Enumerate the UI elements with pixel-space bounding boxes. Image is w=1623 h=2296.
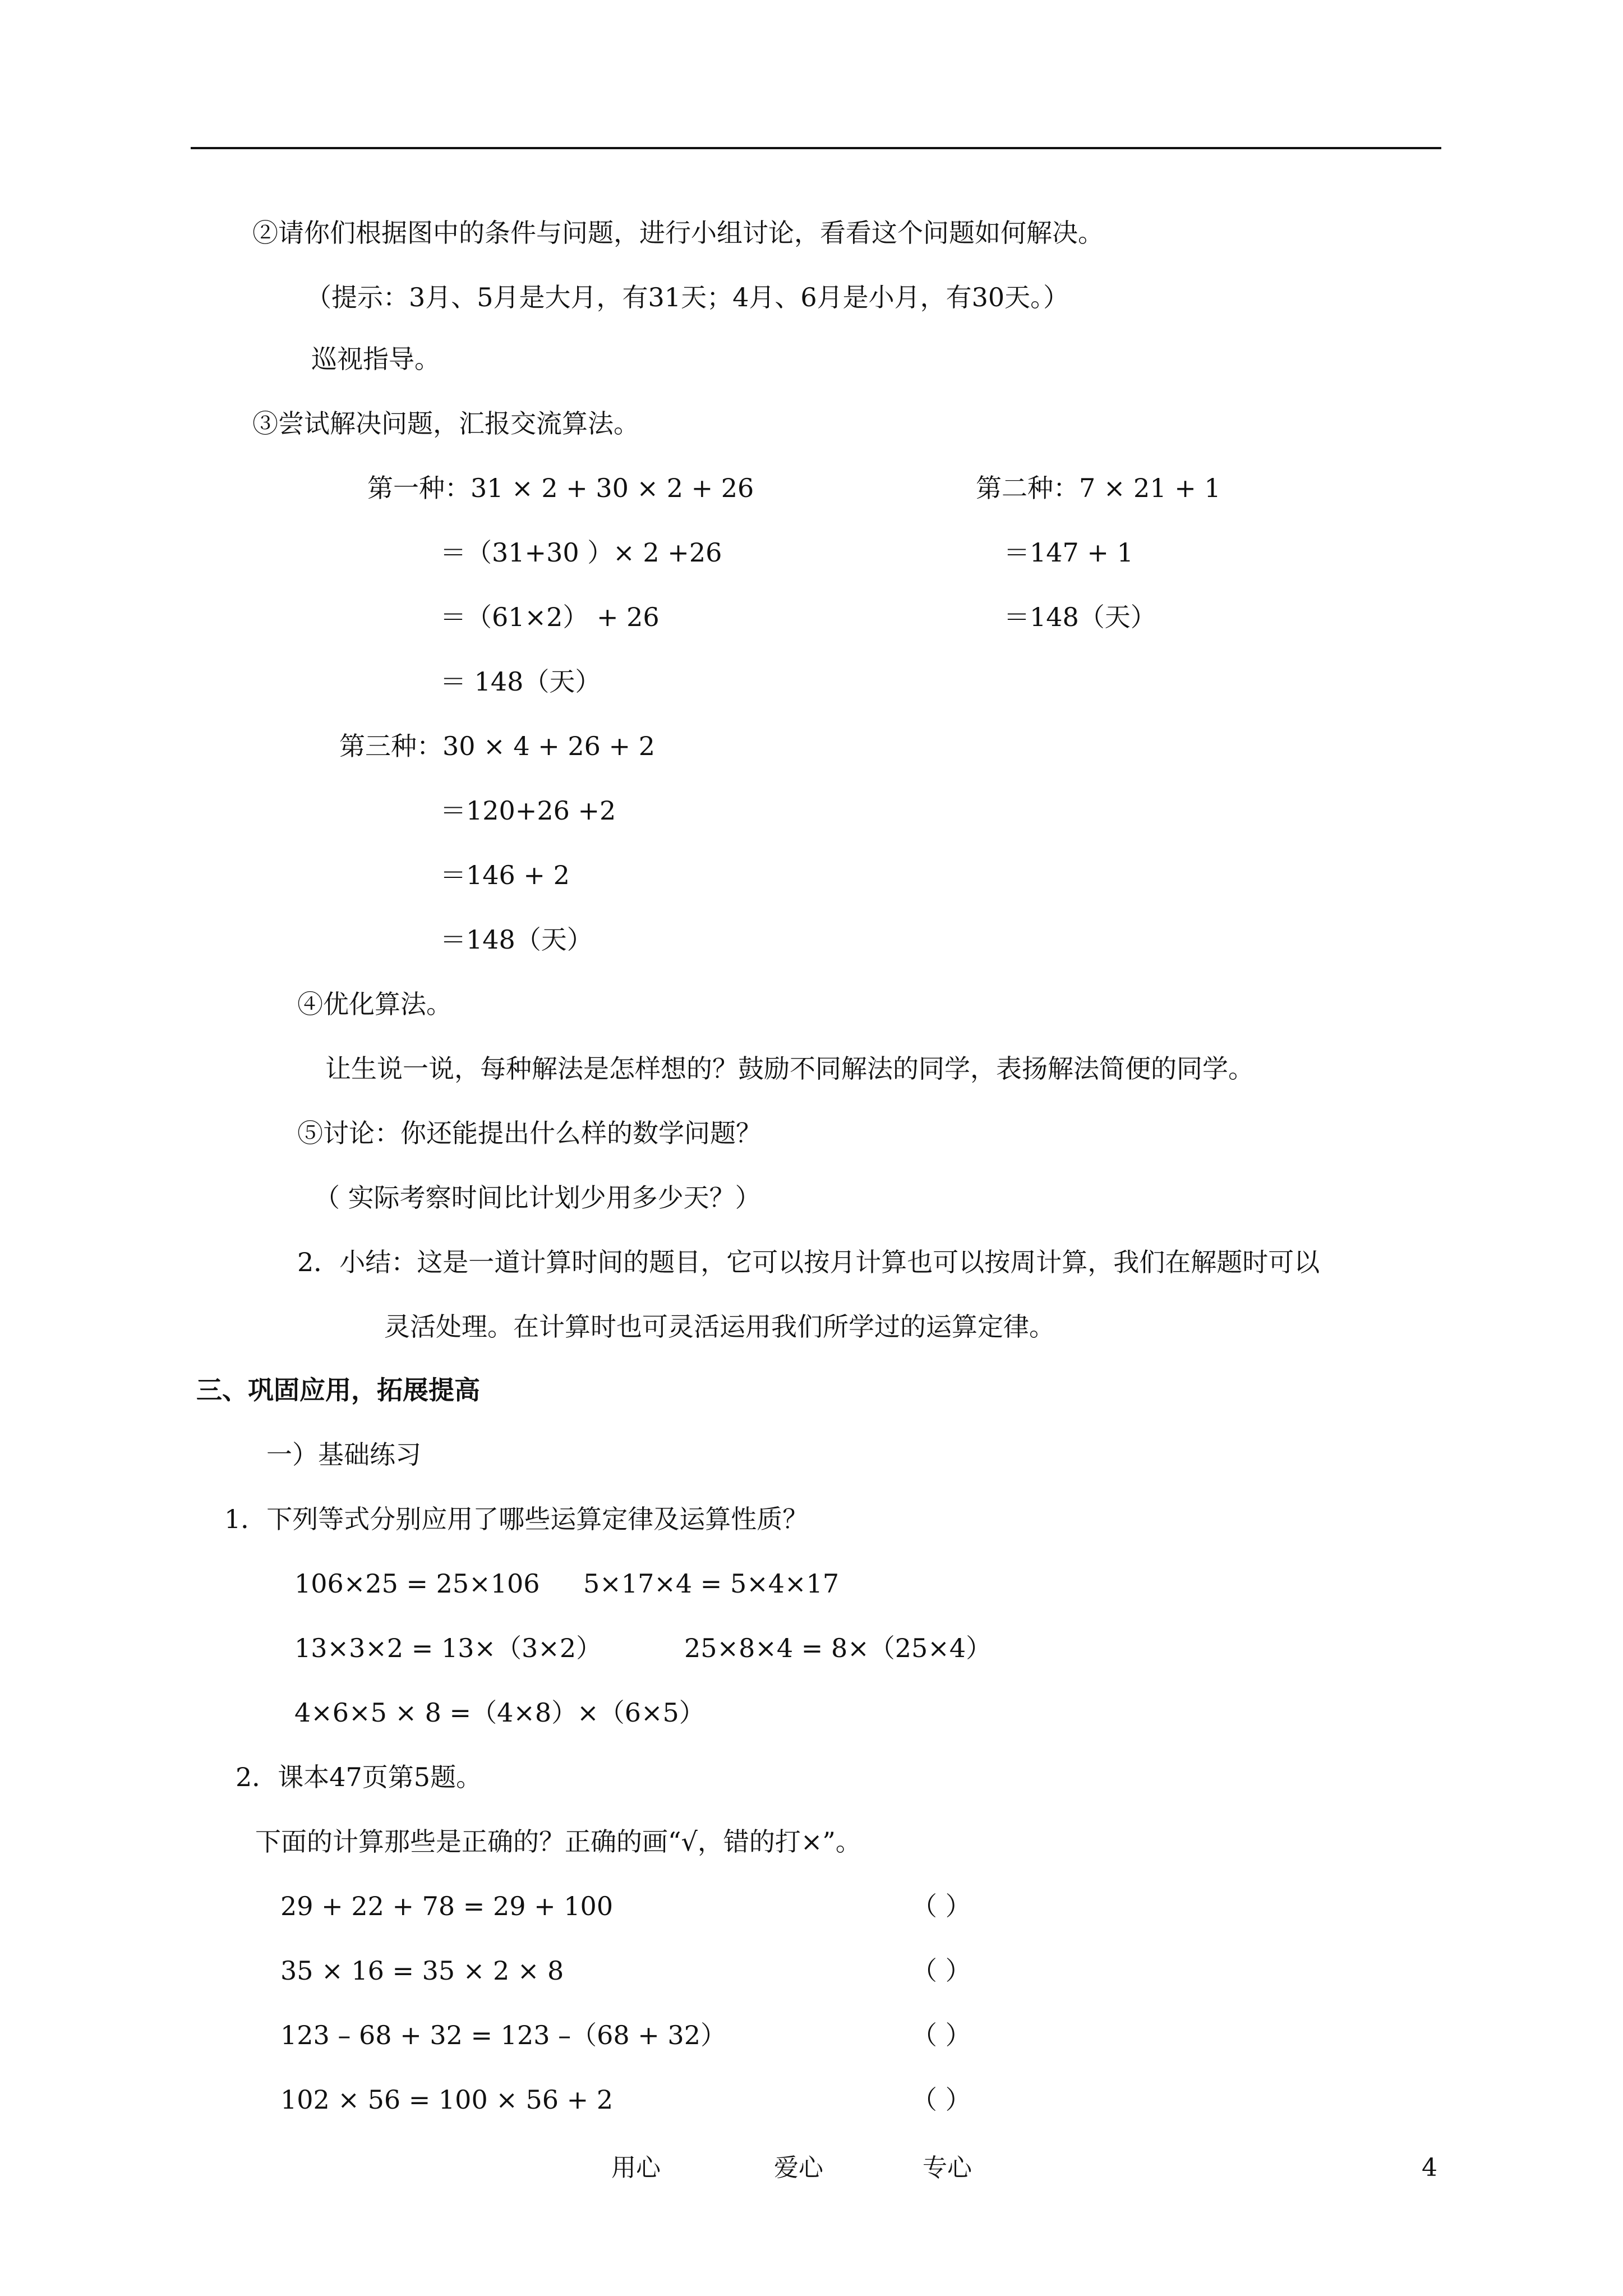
exercise-question: 2．课本47页第5题。 [236, 1762, 482, 1792]
header-rule [191, 147, 1441, 149]
text-line: ⑤讨论：你还能提出什么样的数学问题？ [297, 1118, 762, 1148]
page-number: 4 [1422, 2154, 1437, 2182]
method-3-line: ＝146 + 2 [440, 860, 570, 890]
method-1-line: ＝（31+30 ）× 2 +26 [440, 537, 722, 568]
equation: 106×25 = 25×106 [294, 1568, 540, 1599]
text-line: 让生说一说，每种解法是怎样想的？鼓励不同解法的同学，表扬解法简便的同学。 [325, 1053, 1254, 1084]
text-line: 巡视指导。 [311, 344, 440, 374]
footer-text: 专心 [923, 2154, 972, 2182]
method-3-line: ＝148（天） [440, 924, 593, 955]
method-2-line: ＝148（天） [1004, 602, 1156, 632]
method-1-line: ＝（61×2） + 26 [440, 602, 660, 632]
text-line: （提示：3月、5月是大月，有31天；4月、6月是小月，有30天。） [306, 282, 1069, 312]
method-3-line: ＝120+26 +2 [440, 795, 616, 826]
equation: 13×3×2 = 13×（3×2） [294, 1633, 602, 1663]
equation: 4×6×5 × 8 =（4×8）×（6×5） [294, 1697, 705, 1728]
answer-blank: （ ） [911, 2085, 971, 2115]
equation: 5×17×4 = 5×4×17 [583, 1568, 840, 1599]
answer-blank: （ ） [911, 1955, 971, 1986]
text-line: ③尝试解决问题，汇报交流算法。 [252, 408, 639, 439]
footer-text: 爱心 [774, 2154, 823, 2182]
summary-line: 2．小结：这是一道计算时间的题目，它可以按月计算也可以按周计算，我们在解题时可以 [297, 1247, 1320, 1277]
check-item: 102 × 56 = 100 × 56 + 2 [280, 2085, 614, 2115]
equation: 25×8×4 = 8×（25×4） [684, 1633, 992, 1663]
method-3-line: 第三种：30 × 4 + 26 + 2 [339, 731, 655, 761]
check-item: 35 × 16 = 35 × 2 × 8 [280, 1955, 564, 1986]
exercise-question: 1．下列等式分别应用了哪些运算定律及运算性质？ [224, 1504, 809, 1534]
text-line: ④优化算法。 [297, 989, 452, 1019]
method-2-line: 第二种：7 × 21 + 1 [976, 473, 1221, 503]
method-2-line: ＝147 + 1 [1004, 537, 1133, 568]
text-line: （ 实际考察时间比计划少用多少天？） [314, 1182, 761, 1213]
section-heading: 三、巩固应用，拓展提高 [196, 1375, 480, 1405]
summary-line: 灵活处理。在计算时也可灵活运用我们所学过的运算定律。 [384, 1312, 1055, 1342]
text-line: ②请你们根据图中的条件与问题，进行小组讨论，看看这个问题如何解决。 [252, 218, 1104, 248]
footer-text: 用心 [611, 2154, 661, 2182]
check-item: 123 – 68 + 32 = 123 –（68 + 32） [280, 2020, 726, 2050]
method-1-line: ＝ 148（天） [440, 666, 601, 697]
check-item: 29 + 22 + 78 = 29 + 100 [280, 1891, 614, 1921]
method-1-line: 第一种：31 × 2 + 30 × 2 + 26 [367, 473, 754, 503]
answer-blank: （ ） [911, 1891, 971, 1921]
text-line: 一）基础练习 [266, 1439, 421, 1470]
answer-blank: （ ） [911, 2020, 971, 2050]
text-line: 下面的计算那些是正确的？正确的画“√，错的打×”。 [255, 1826, 861, 1857]
